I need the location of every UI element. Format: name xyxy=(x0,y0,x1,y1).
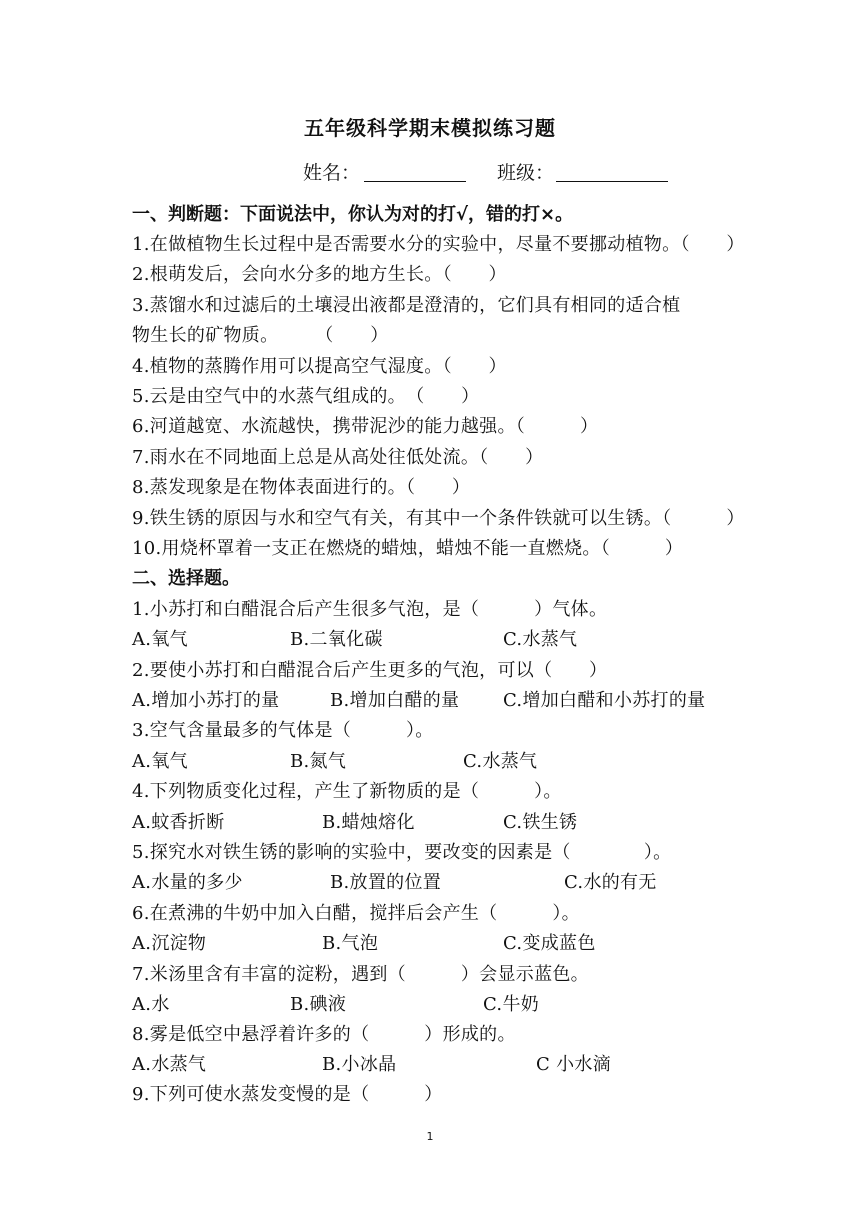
true-false-item-continued: 物生长的矿物质。 （ ） xyxy=(132,325,389,346)
true-false-item: 8.蒸发现象是在物体表面进行的。（ ） xyxy=(132,477,471,498)
choice-question: 4.下列物质变化过程，产生了新物质的是（ ）。 xyxy=(132,781,562,802)
choice-question: 7.米汤里含有丰富的淀粉，遇到（ ）会显示蓝色。 xyxy=(132,964,589,985)
choice-question: 1.小苏打和白醋混合后产生很多气泡，是（ ）气体。 xyxy=(132,599,608,620)
true-false-item: 1.在做植物生长过程中是否需要水分的实验中，尽量不要挪动植物。（ ） xyxy=(132,234,745,255)
choice-option: B.增加白醋的量 xyxy=(330,690,460,711)
choice-option: C.水蒸气 xyxy=(503,629,578,650)
section2-heading: 二、选择题。 xyxy=(132,568,240,589)
class-blank xyxy=(556,181,668,182)
section1-heading: 一、判断题：下面说法中，你认为对的打√，错的打×。 xyxy=(132,204,574,225)
choice-question: 3.空气含量最多的气体是（ ）。 xyxy=(132,720,434,741)
choice-question: 8.雾是低空中悬浮着许多的（ ）形成的。 xyxy=(132,1024,516,1045)
page-title: 五年级科学期末模拟练习题 xyxy=(304,116,556,140)
choice-question: 6.在煮沸的牛奶中加入白醋，搅拌后会产生（ ）。 xyxy=(132,903,580,924)
choice-question: 2.要使小苏打和白醋混合后产生更多的气泡，可以（ ） xyxy=(132,660,608,681)
choice-option: C.牛奶 xyxy=(483,994,540,1015)
choice-option: A.氧气 xyxy=(132,751,188,772)
choice-option: B.气泡 xyxy=(322,933,379,954)
true-false-item: 7.雨水在不同地面上总是从高处往低处流。（ ） xyxy=(132,447,544,468)
true-false-item: 9.铁生锈的原因与水和空气有关，有其中一个条件铁就可以生锈。（ ） xyxy=(132,508,745,529)
choice-option: A.氧气 xyxy=(132,629,188,650)
choice-option: B.碘液 xyxy=(290,994,347,1015)
choice-option: A.沉淀物 xyxy=(132,933,207,954)
choice-option: A.水 xyxy=(132,994,170,1015)
choice-option: B.蜡烛熔化 xyxy=(322,812,415,833)
choice-option: A.增加小苏打的量 xyxy=(132,690,280,711)
choice-option: C.增加白醋和小苏打的量 xyxy=(503,690,706,711)
true-false-item: 5.云是由空气中的水蒸气组成的。 （ ） xyxy=(132,386,480,407)
choice-option: A.水量的多少 xyxy=(132,872,243,893)
choice-option: C.水的有无 xyxy=(564,872,657,893)
choice-option: C 小水滴 xyxy=(536,1054,611,1075)
true-false-item: 3.蒸馏水和过滤后的土壤浸出液都是澄清的，它们具有相同的适合植 xyxy=(132,295,681,316)
true-false-item: 4.植物的蒸腾作用可以提高空气湿度。（ ） xyxy=(132,356,507,377)
choice-question: 9.下列可使水蒸发变慢的是（ ） xyxy=(132,1084,443,1105)
choice-option: B.放置的位置 xyxy=(330,872,442,893)
choice-option: B.小冰晶 xyxy=(322,1054,397,1075)
true-false-item: 2.根萌发后，会向水分多的地方生长。（ ） xyxy=(132,264,507,285)
page-number: 1 xyxy=(426,1130,434,1143)
choice-option: C.铁生锈 xyxy=(503,812,578,833)
true-false-item: 6.河道越宽、水流越快，携带泥沙的能力越强。（ ） xyxy=(132,416,599,437)
choice-option: C.水蒸气 xyxy=(463,751,538,772)
choice-option: C.变成蓝色 xyxy=(503,933,596,954)
true-false-item: 10.用烧杯罩着一支正在燃烧的蜡烛，蜡烛不能一直燃烧。（ ） xyxy=(132,538,684,559)
name-label: 姓名： xyxy=(303,162,361,184)
choice-option: A.水蒸气 xyxy=(132,1054,207,1075)
choice-option: B.二氧化碳 xyxy=(290,629,383,650)
name-blank xyxy=(364,181,466,182)
choice-question: 5.探究水对铁生锈的影响的实验中，要改变的因素是（ ）。 xyxy=(132,842,672,863)
class-label: 班级： xyxy=(497,162,555,184)
choice-option: A.蚊香折断 xyxy=(132,812,225,833)
choice-option: B.氮气 xyxy=(290,751,347,772)
